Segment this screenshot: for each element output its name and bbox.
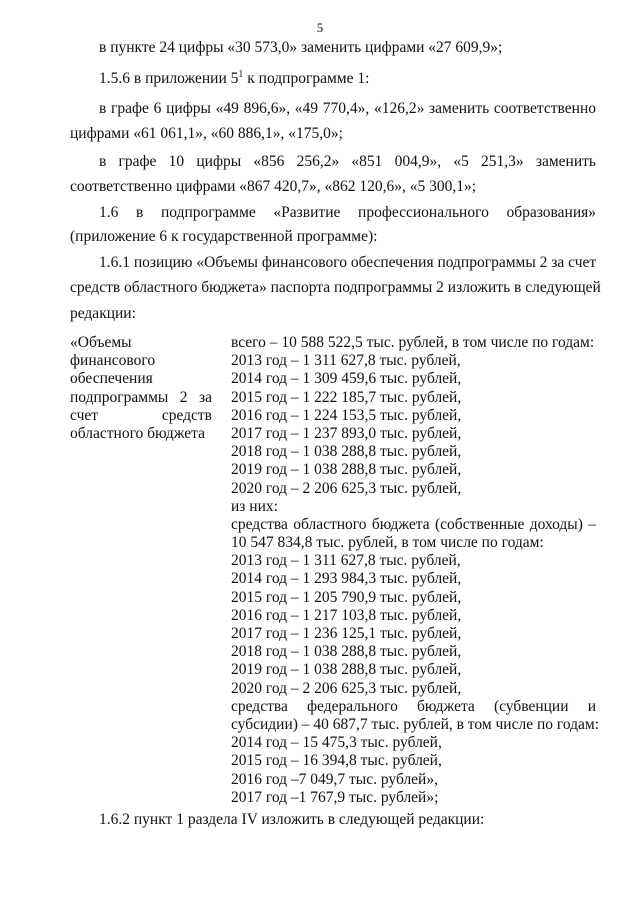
table-right-line: средства областного бюджета (собственные доходы) – bbox=[231, 515, 596, 533]
text-fragment: к подпрограмме 1: bbox=[243, 70, 370, 88]
paragraph-line: средств областного бюджета» паспорта подпрограммы 2 изложить в следующей bbox=[70, 279, 601, 296]
table-right-line: 2019 год – 1 038 288,8 тыс. рублей, bbox=[231, 461, 462, 479]
table-right-line: 2015 год – 1 222 185,7 тыс. рублей, bbox=[231, 388, 462, 406]
table-left-column bbox=[70, 334, 212, 443]
table-right-line: 2017 год –1 767,9 тыс. рублей»; bbox=[231, 788, 439, 806]
table-right-line: 2016 год –7 049,7 тыс. рублей», bbox=[231, 770, 438, 788]
paragraph-line: 1.6.1 позицию «Объемы финансового обеспечения подпрограммы 2 за счет bbox=[99, 254, 597, 271]
table-right-column bbox=[231, 334, 600, 807]
table-right-line: 2018 год – 1 038 288,8 тыс. рублей, bbox=[231, 643, 462, 661]
table-right-line: 10 547 834,8 тыс. рублей, в том числе по годам: bbox=[231, 534, 544, 552]
table-right-line: 2014 год – 1 309 459,6 тыс. рублей, bbox=[231, 370, 462, 388]
paragraph-line: в графе 6 цифры «49 896,6», «49 770,4», «126,2» заменить соответственно bbox=[99, 100, 596, 117]
table-right-line: 2020 год – 2 206 625,3 тыс. рублей, bbox=[231, 479, 462, 497]
paragraph-line bbox=[99, 69, 596, 89]
table-right-line: 2015 год – 16 394,8 тыс. рублей, bbox=[231, 752, 442, 770]
table-left-line: финансового bbox=[70, 352, 156, 370]
table-right-line: субсидии) – 40 687,7 тыс. рублей, в том числе по годам: bbox=[231, 715, 600, 733]
paragraph-line: соответственно цифрами «867 420,7», «862 120,6», «5 300,1»; bbox=[70, 178, 477, 195]
table-right-line: 2014 год – 15 475,3 тыс. рублей, bbox=[231, 734, 442, 752]
paragraph-line: редакции: bbox=[70, 305, 136, 322]
table-right-line: 2017 год – 1 237 893,0 тыс. рублей, bbox=[231, 424, 462, 442]
table-right-line: 2020 год – 2 206 625,3 тыс. рублей, bbox=[231, 679, 462, 697]
paragraph-line: 1.6.2 пункт 1 раздела IV изложить в следующей редакции: bbox=[99, 811, 485, 828]
table-left-line: областного бюджета bbox=[70, 424, 205, 442]
table-right-line: 2016 год – 1 224 153,5 тыс. рублей, bbox=[231, 406, 462, 424]
table-left-line: обеспечения bbox=[70, 370, 153, 388]
table-right-line: 2014 год – 1 293 984,3 тыс. рублей, bbox=[231, 570, 462, 588]
superscript: 1 bbox=[238, 69, 244, 80]
table-right-line: 2015 год – 1 205 790,9 тыс. рублей, bbox=[231, 588, 462, 606]
paragraph-line: в пункте 24 цифры «30 573,0» заменить цифрами «27 609,9»; bbox=[99, 39, 503, 56]
table-right-line: 2013 год – 1 311 627,8 тыс. рублей, bbox=[231, 352, 461, 370]
paragraph-line: 1.6 в подпрограмме «Развитие профессионального образования» bbox=[99, 204, 596, 221]
table-right-line: средства федерального бюджета (субвенции и bbox=[231, 697, 596, 715]
table-left-line: подпрограммы 2 за bbox=[70, 388, 212, 406]
text-fragment: 1.5.6 в приложении 5 bbox=[99, 70, 239, 88]
paragraph-line: (приложение 6 к государственной программе): bbox=[70, 228, 378, 245]
page-number: 5 bbox=[316, 20, 324, 35]
paragraph-line: цифрами «61 061,1», «60 886,1», «175,0»; bbox=[70, 125, 343, 142]
table-right-line: 2017 год – 1 236 125,1 тыс. рублей, bbox=[231, 625, 462, 642]
table-right-line: 2016 год – 1 217 103,8 тыс. рублей, bbox=[231, 606, 462, 624]
table-right-line: из них: bbox=[231, 497, 278, 515]
table-right-line: всего – 10 588 522,5 тыс. рублей, в том числе по годам: bbox=[231, 334, 595, 351]
table-left-line: «Объемы bbox=[70, 334, 132, 351]
paragraph-line: в графе 10 цифры «856 256,2» «851 004,9», «5 251,3» заменить bbox=[99, 153, 596, 170]
table-right-line: 2019 год – 1 038 288,8 тыс. рублей, bbox=[231, 661, 462, 679]
table-right-line: 2018 год – 1 038 288,8 тыс. рублей, bbox=[231, 443, 462, 461]
table-left-line: счет средств bbox=[70, 406, 212, 424]
table-right-line: 2013 год – 1 311 627,8 тыс. рублей, bbox=[231, 552, 461, 570]
